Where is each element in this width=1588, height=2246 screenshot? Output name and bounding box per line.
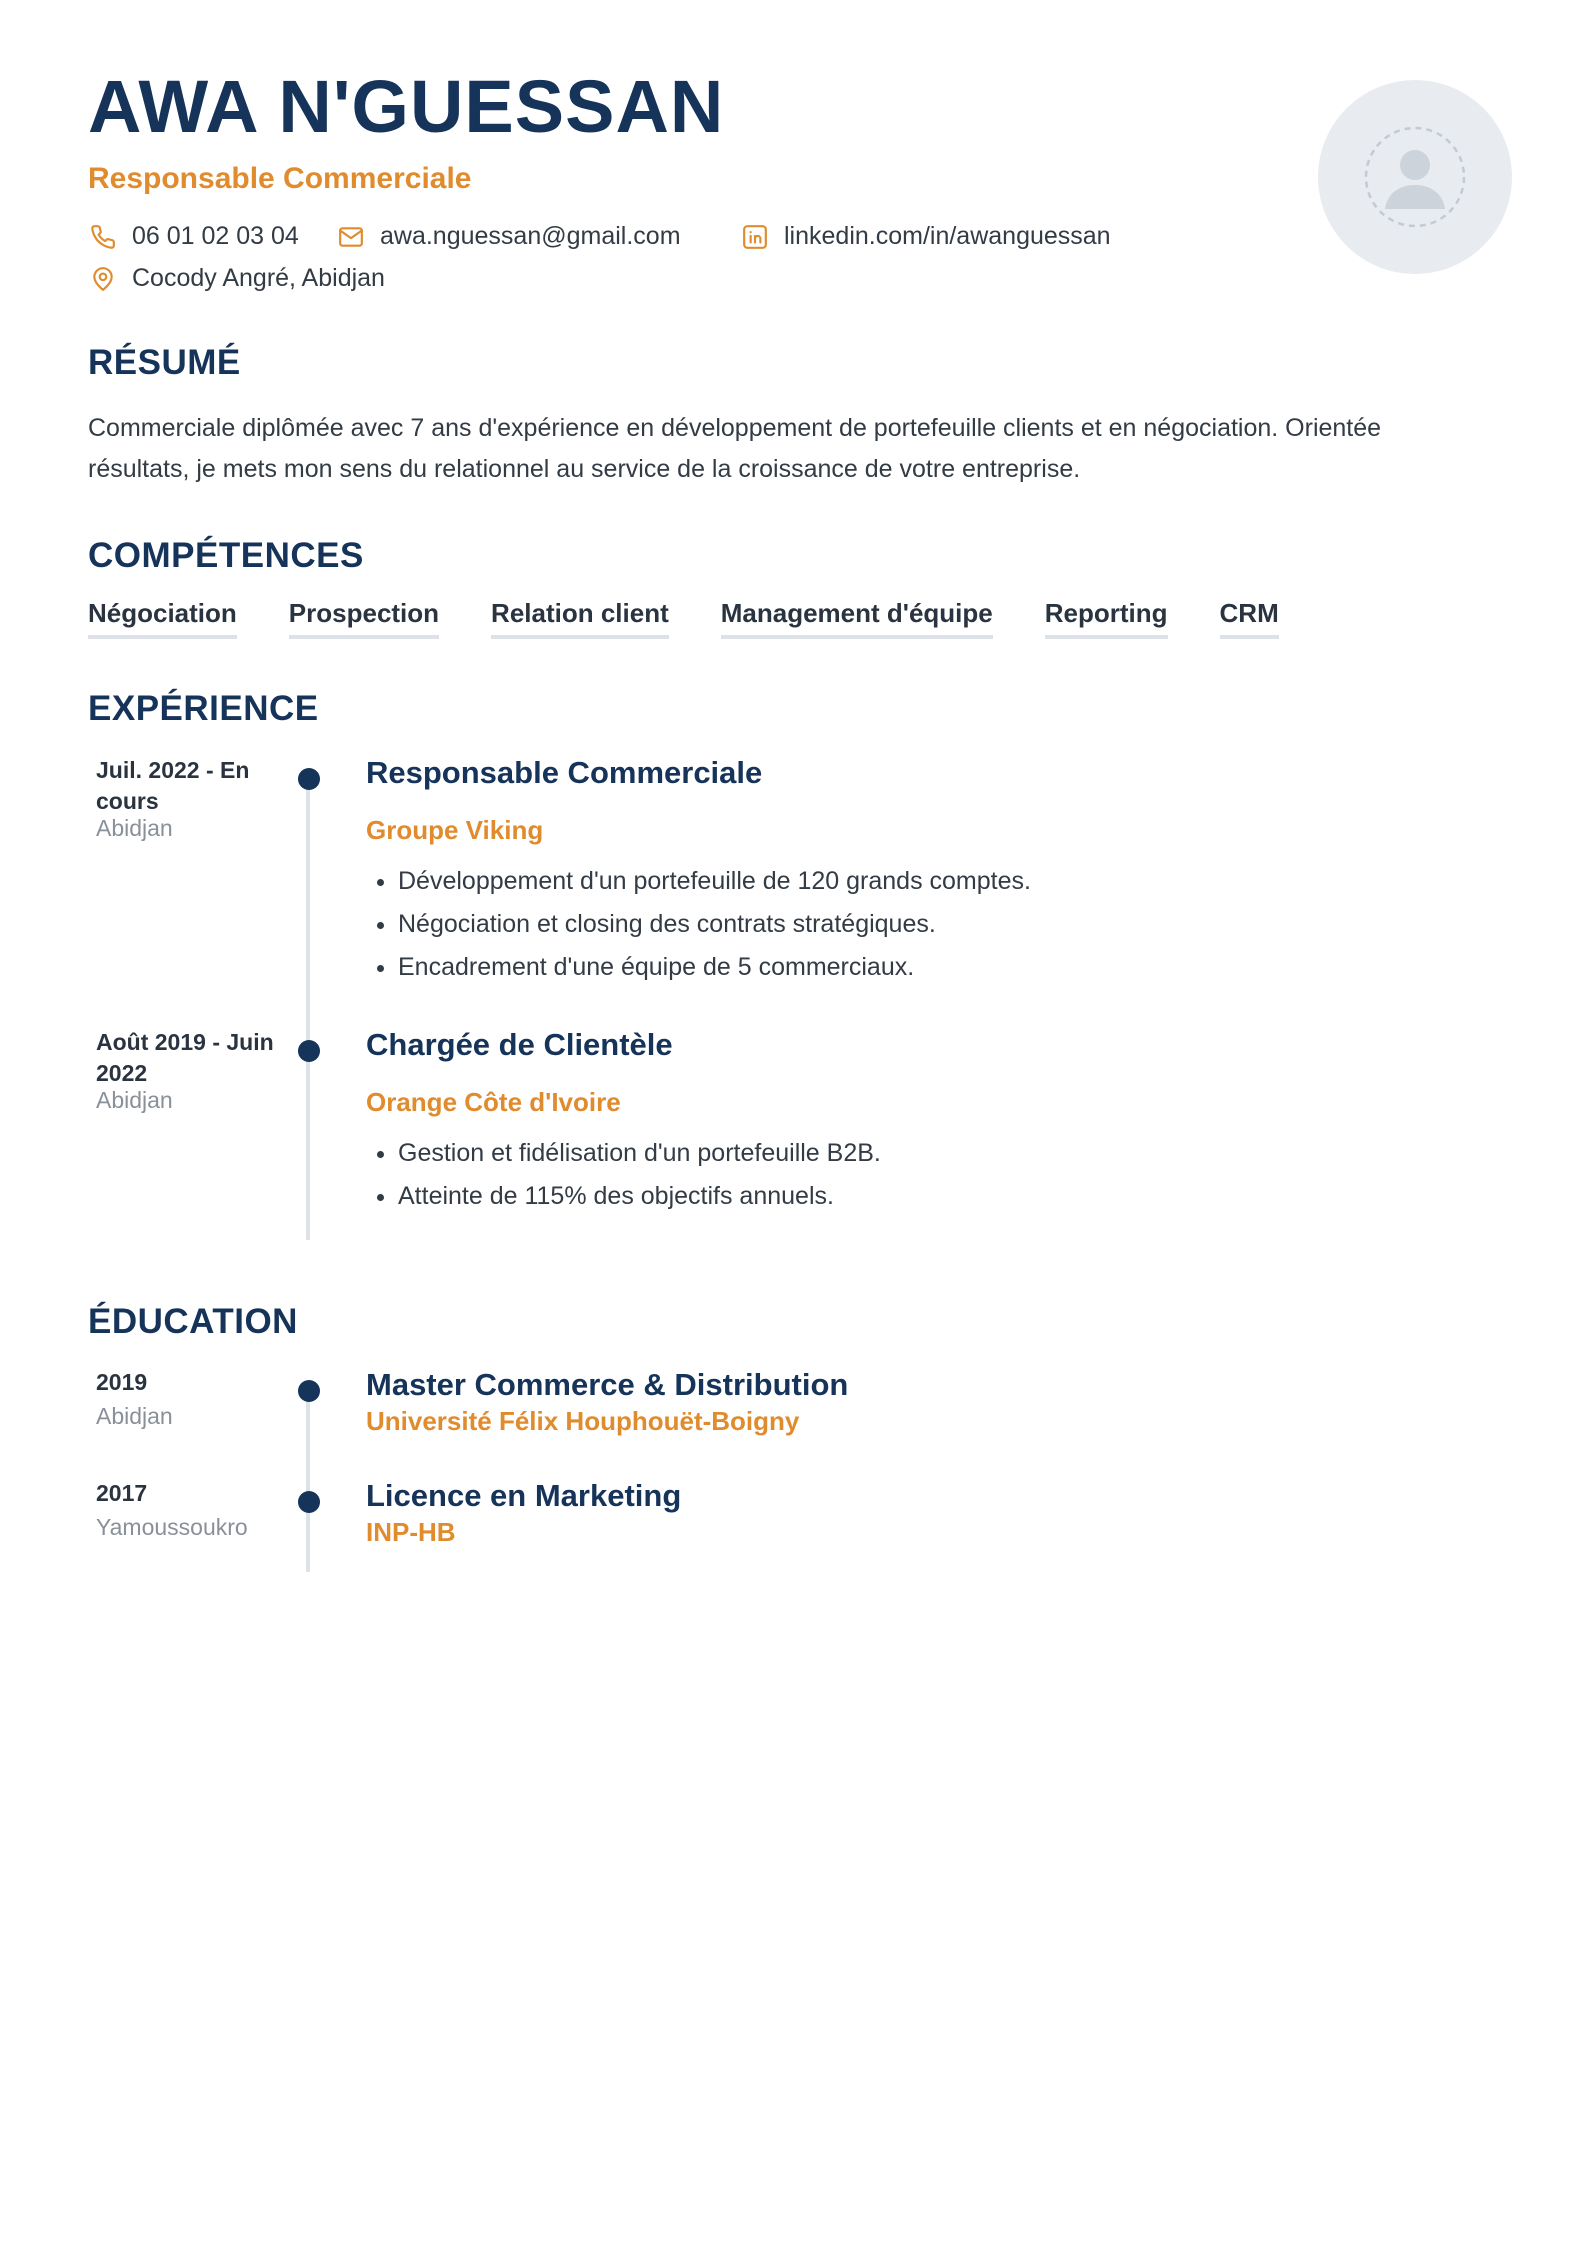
job-place: Abidjan bbox=[96, 1087, 173, 1113]
contact-linkedin bbox=[742, 222, 1111, 251]
job-company: Groupe Viking bbox=[366, 815, 544, 845]
edu-school: Université Félix Houphouët-Boigny bbox=[366, 1406, 800, 1436]
edu-degree: Master Commerce & Distribution bbox=[366, 1367, 849, 1402]
summary-heading: RÉSUMÉ bbox=[88, 343, 241, 382]
email-text: awa.nguessan@gmail.com bbox=[380, 222, 681, 250]
experience-heading: EXPÉRIENCE bbox=[88, 689, 319, 728]
job-date: Août 2019 - Juin 2022 bbox=[96, 1029, 274, 1086]
edu-place: Abidjan bbox=[96, 1403, 173, 1429]
skill-tag: Prospection bbox=[289, 598, 439, 639]
skill-tag: CRM bbox=[1220, 598, 1279, 639]
user-placeholder-icon bbox=[1363, 125, 1467, 229]
location-text: Cocody Angré, Abidjan bbox=[132, 264, 385, 292]
experience-timeline-line bbox=[306, 780, 310, 1240]
job-bullets bbox=[366, 860, 1031, 989]
timeline-dot bbox=[298, 1380, 320, 1402]
skills-heading: COMPÉTENCES bbox=[88, 536, 364, 575]
education-heading: ÉDUCATION bbox=[88, 1302, 298, 1341]
job-bullets bbox=[366, 1132, 881, 1218]
job-bullet: • Atteinte de 115% des objectifs annuels. bbox=[398, 1175, 881, 1218]
summary-text: Commerciale diplômée avec 7 ans d'expérience en développement de portefeuille clients et en négociation. Orientée résultats, je mets mon sens du relationnel au service de la croissance de votre entreprise. bbox=[88, 414, 1382, 483]
timeline-dot bbox=[298, 768, 320, 790]
edu-school: INP-HB bbox=[366, 1517, 456, 1547]
timeline-dot bbox=[298, 1491, 320, 1513]
skills-list bbox=[88, 598, 1279, 639]
skill-tag: Négociation bbox=[88, 598, 237, 639]
phone-text: 06 01 02 03 04 bbox=[132, 222, 299, 250]
edu-degree: Licence en Marketing bbox=[366, 1478, 682, 1513]
job-place: Abidjan bbox=[96, 815, 173, 841]
education-timeline-line bbox=[306, 1392, 310, 1572]
contact-phone bbox=[90, 222, 299, 251]
job-title: Responsable Commerciale bbox=[366, 755, 763, 790]
candidate-name: AWA N'GUESSAN bbox=[88, 65, 725, 148]
edu-date: 2019 bbox=[96, 1369, 148, 1395]
skill-tag: Reporting bbox=[1045, 598, 1168, 639]
edu-place: Yamoussoukro bbox=[96, 1514, 248, 1540]
contact-location bbox=[90, 264, 385, 293]
linkedin-icon bbox=[742, 224, 768, 250]
job-company: Orange Côte d'Ivoire bbox=[366, 1087, 621, 1117]
avatar bbox=[1318, 80, 1512, 274]
linkedin-text: linkedin.com/in/awanguessan bbox=[784, 222, 1111, 250]
timeline-dot bbox=[298, 1040, 320, 1062]
skill-tag: Management d'équipe bbox=[721, 598, 993, 639]
job-bullet: • Encadrement d'une équipe de 5 commerciaux. bbox=[398, 946, 1031, 989]
mail-icon bbox=[338, 224, 364, 250]
candidate-role: Responsable Commerciale bbox=[88, 162, 472, 195]
job-title: Chargée de Clientèle bbox=[366, 1027, 673, 1062]
job-bullet: • Gestion et fidélisation d'un portefeuille B2B. bbox=[398, 1132, 881, 1175]
contact-email bbox=[338, 222, 681, 251]
map-pin-icon bbox=[90, 266, 116, 292]
phone-icon bbox=[90, 224, 116, 250]
job-date: Juil. 2022 - En cours bbox=[96, 757, 250, 814]
edu-date: 2017 bbox=[96, 1480, 148, 1506]
skill-tag: Relation client bbox=[491, 598, 669, 639]
job-bullet: • Négociation et closing des contrats stratégiques. bbox=[398, 903, 1031, 946]
job-bullet: • Développement d'un portefeuille de 120 grands comptes. bbox=[398, 860, 1031, 903]
